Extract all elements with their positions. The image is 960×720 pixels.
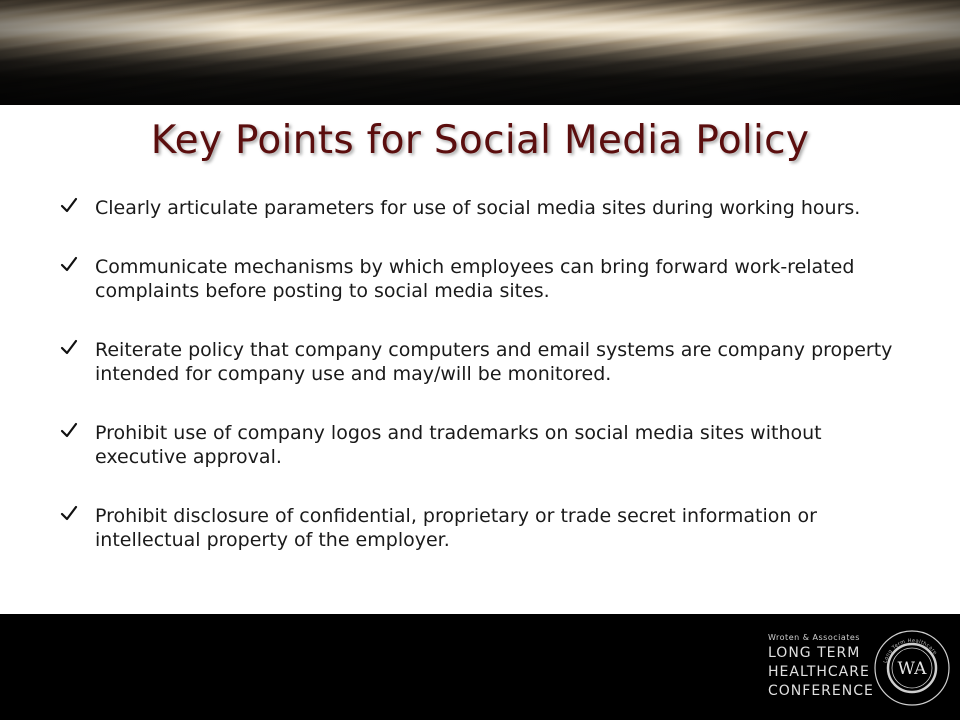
bullet-item-3	[60, 338, 910, 386]
logo-line-3: CONFERENCE	[768, 683, 874, 699]
logo-line-2: HEALTHCARE	[768, 664, 870, 680]
bullet-text: Prohibit disclosure of confidential, proprietary or trade secret information or intellectual property of the employer.	[95, 505, 817, 551]
checkmark-icon	[60, 505, 78, 523]
bullet-list	[60, 196, 910, 587]
conference-logo-text	[768, 632, 874, 701]
checkmark-icon	[60, 256, 78, 274]
logo-firm-name: Wroten & Associates	[768, 633, 860, 642]
bullet-item-1	[60, 196, 910, 220]
header-texture-band	[0, 0, 960, 105]
svg-text:WA: WA	[897, 659, 927, 679]
wa-seal-icon	[872, 628, 952, 708]
logo-line-1: LONG TERM	[768, 645, 861, 661]
bullet-item-2	[60, 255, 910, 303]
bullet-item-4	[60, 421, 910, 469]
checkmark-icon	[60, 422, 78, 440]
bullet-item-5	[60, 504, 910, 552]
slide-title: Key Points for Social Media Policy	[150, 118, 810, 163]
checkmark-icon	[60, 339, 78, 357]
bullet-text: Clearly articulate parameters for use of social media sites during working hours.	[95, 197, 861, 219]
bullet-text: Prohibit use of company logos and trademarks on social media sites without executive approval.	[95, 422, 822, 468]
bullet-text: Communicate mechanisms by which employees can bring forward work-related complaints before posting to social media sites.	[95, 256, 855, 302]
svg-text:Long Term Healthcare: Long Term Healthcare	[882, 637, 938, 664]
checkmark-icon	[60, 197, 78, 215]
bullet-text: Reiterate policy that company computers and email systems are company property intended for company use and may/will be monitored.	[95, 339, 893, 385]
